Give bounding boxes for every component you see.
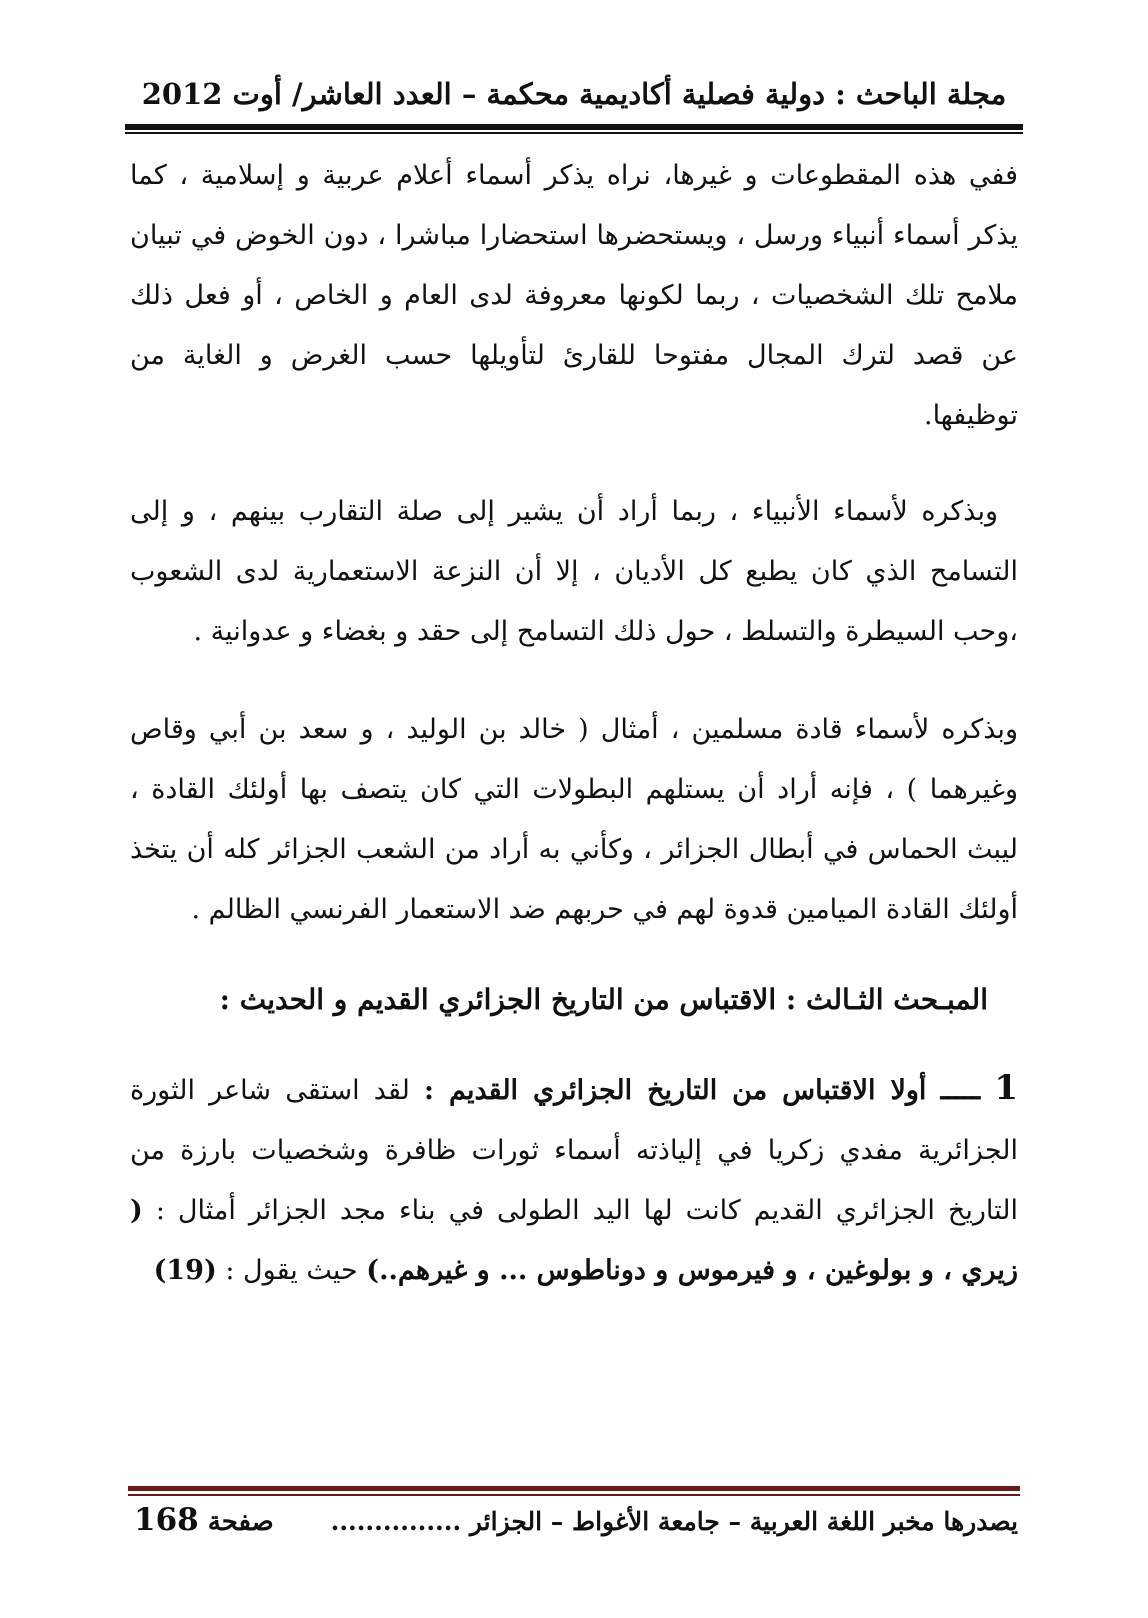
item-1-dash: ـــــ <box>940 1075 981 1106</box>
header-rule-thin <box>125 132 1023 134</box>
paragraph-gap <box>130 662 1018 700</box>
paragraph-gap <box>130 1030 1018 1058</box>
paragraph-2: وبذكره لأسماء الأنبياء ، ربما أراد أن يشير إلى صلة التقارب بينهم ، و إلى التسامح الذي كان يطبع كل الأديان ، إلا أن النزعة الاستعمارية لدى الشعوب ،وحب السيطرة والتسلط ، حول ذلك التسامح إلى حقد و بغضاء و عدوانية . <box>130 496 1018 647</box>
footnote-ref: (19) <box>153 1255 217 1286</box>
item-1-number: 1 <box>994 1068 1018 1108</box>
item-1-quote-intro: حيث يقول : <box>225 1255 358 1286</box>
article-body <box>130 146 1018 1301</box>
footer-page-number <box>134 1500 274 1542</box>
paragraph-3: وبذكره لأسماء قادة مسلمين ، أمثال ( خالد بن الوليد ، و سعد بن أبي وقاص وغيرهما ) ، فإنه أراد أن يستلهم البطولات التي كان يتصف بها أولئك القادة ، ليبث الحماس في أبطال الجزائر ، وكأني به أراد من الشعب الجزائر كله أن يتخذ أولئك القادة الميامين قدوة لهم في حربهم ضد الاستعمار الفرنسي الظالم . <box>130 714 1018 925</box>
paragraph-gap <box>130 446 1018 482</box>
paragraph-gap <box>130 940 1018 970</box>
footer-rule-thick <box>128 1486 1020 1491</box>
item-1-names: ( زيري ، و بولوغين ، و فيرموس و دوناطوس ... و غيرهم..) <box>130 1195 1018 1286</box>
item-1-text: لقد استقى شاعر الثورة الجزائرية مفدي زكريا في إلياذته أسماء ثورات ظافرة وشخصيات بارزة من التاريخ الجزائري القديم كانت لها اليد الطولى في بناء مجد الجزائر أمثال : <box>130 1075 1018 1226</box>
item-1-heading: أولا الاقتباس من التاريخ الجزائري القديم : <box>424 1075 927 1106</box>
footer-publisher: يصدرها مخبر اللغة العربية – جامعة الأغواط – الجزائر ............... <box>330 1507 1018 1536</box>
item-1-paragraph <box>130 1058 1018 1301</box>
journal-header-title: مجلة الباحث : دولية فصلية أكاديمية محكمة – العدد العاشر/ أوت 2012 <box>141 77 1007 111</box>
page-label: صفحة <box>207 1507 274 1537</box>
footer-rule-thin <box>128 1494 1020 1496</box>
page-number: 168 <box>134 1502 199 1538</box>
section-title: المبـحث الثـالث : الاقتباس من التاريخ الجزائري القديم و الحديث : <box>219 983 988 1016</box>
paragraph-1: ففي هذه المقطوعات و غيرها، نراه يذكر أسماء أعلام عربية و إسلامية ، كما يذكر أسماء أنبياء ورسل ، ويستحضرها استحضارا مباشرا ، دون الخوض في تبيان ملامح تلك الشخصيات ، ربما لكونها معروفة لدى العام و الخاص ، أو فعل ذلك عن قصد لترك المجال مفتوحا للقارئ لتأويلها حسب الغرض و الغاية من توظيفها. <box>130 160 1018 431</box>
header-rule-thick <box>125 124 1023 130</box>
